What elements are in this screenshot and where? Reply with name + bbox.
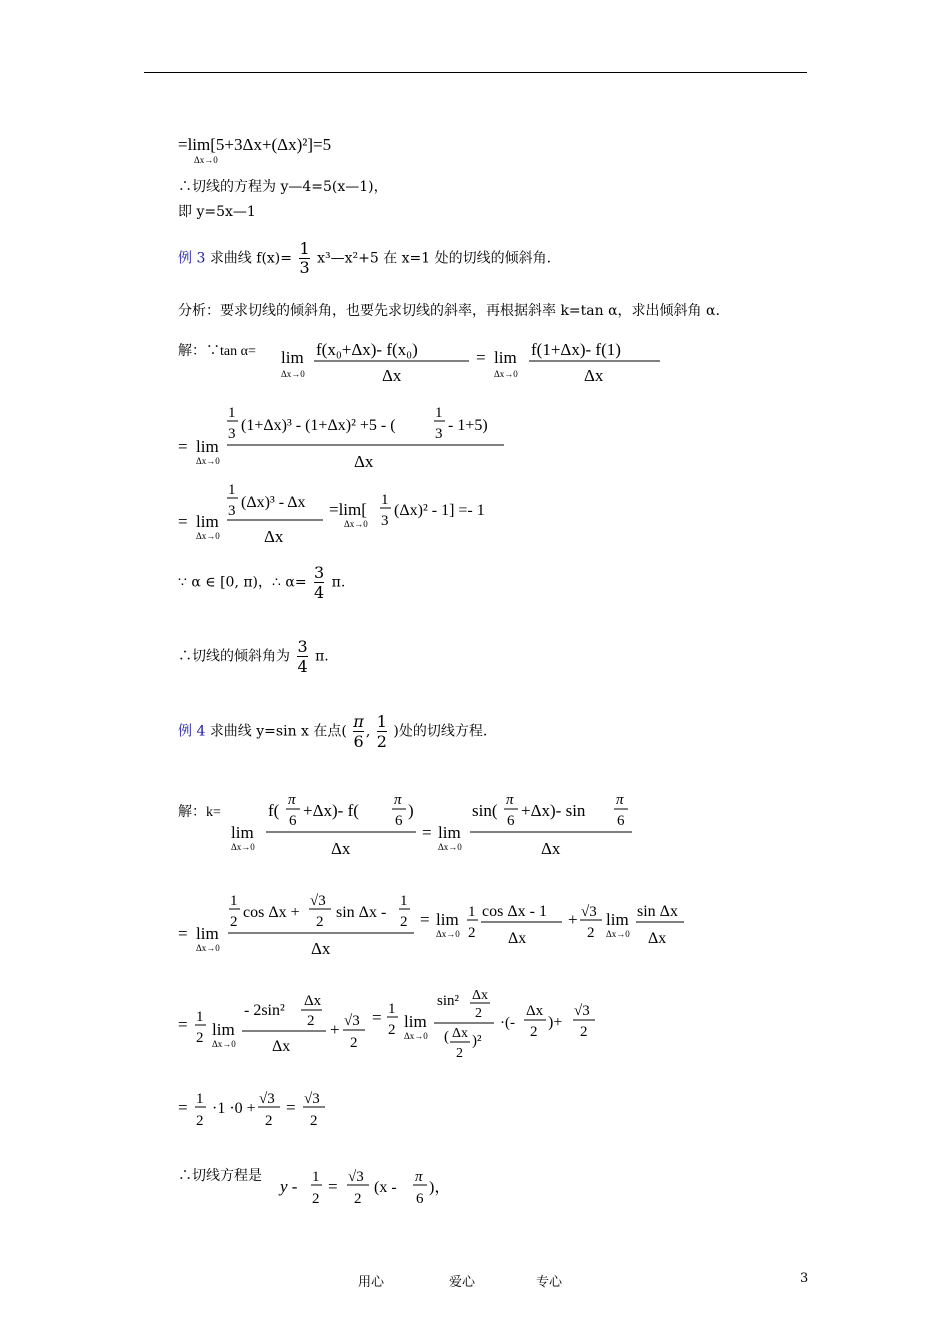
svg-text:3: 3 bbox=[228, 426, 236, 442]
svg-text:Δx→0: Δx→0 bbox=[438, 842, 462, 852]
svg-text:1: 1 bbox=[228, 482, 236, 498]
svg-text:6: 6 bbox=[416, 1191, 424, 1207]
svg-text:2: 2 bbox=[580, 1024, 588, 1040]
svg-text:+Δx)- f(: +Δx)- f( bbox=[303, 801, 359, 820]
svg-text:解：k=: 解：k= bbox=[178, 805, 221, 820]
svg-text:π: π bbox=[616, 792, 624, 808]
svg-text:1: 1 bbox=[228, 405, 236, 421]
svg-text:cos Δx - 1: cos Δx - 1 bbox=[482, 903, 547, 920]
svg-text:Δx→0: Δx→0 bbox=[196, 943, 220, 953]
fraction-one-third: $\frac{1}{3}$ bbox=[299, 239, 310, 277]
tangent-line-simplified: 即 y=5x—1 bbox=[178, 204, 256, 220]
svg-text:√3: √3 bbox=[304, 1091, 320, 1107]
frac-num-2: f(1+Δx)- f(1) bbox=[531, 340, 621, 359]
lim-1: lim bbox=[281, 348, 304, 367]
svg-text:lim: lim bbox=[438, 823, 461, 842]
example3-question-after: x³—x²+5 在 x=1 处的切线的倾斜角. bbox=[317, 250, 552, 267]
svg-text:2: 2 bbox=[587, 925, 595, 941]
svg-text:(x -: (x - bbox=[374, 1179, 397, 1196]
svg-text:2: 2 bbox=[400, 914, 408, 930]
footer-left: 用心 bbox=[358, 1275, 385, 1290]
svg-text:Δx→0: Δx→0 bbox=[231, 842, 255, 852]
svg-text:sin²: sin² bbox=[437, 993, 460, 1009]
lim-2-sub: Δx→0 bbox=[494, 369, 518, 379]
svg-text:√3: √3 bbox=[344, 1013, 360, 1029]
svg-text:+: + bbox=[568, 910, 578, 929]
example4-solution-step1 bbox=[176, 788, 656, 858]
svg-text:1: 1 bbox=[400, 893, 408, 909]
svg-text:Δx: Δx bbox=[508, 930, 527, 947]
header-rule bbox=[144, 72, 807, 73]
svg-text:·(-: ·(- bbox=[500, 1015, 515, 1031]
svg-text:Δx: Δx bbox=[272, 1038, 291, 1055]
svg-text:2: 2 bbox=[350, 1035, 358, 1051]
svg-text:f(: f( bbox=[268, 801, 280, 820]
svg-text:): ) bbox=[408, 801, 414, 820]
svg-text:·1 ·0 +: ·1 ·0 + bbox=[212, 1100, 256, 1117]
svg-text:1: 1 bbox=[388, 1001, 396, 1017]
svg-text:6: 6 bbox=[617, 813, 625, 829]
svg-text:Δx→0: Δx→0 bbox=[436, 929, 460, 939]
svg-text:1: 1 bbox=[196, 1009, 204, 1025]
svg-text:sin Δx -: sin Δx - bbox=[336, 904, 387, 921]
svg-text:1: 1 bbox=[196, 1091, 204, 1107]
svg-text:Δx: Δx bbox=[526, 1003, 544, 1019]
example3-solution-step3 bbox=[176, 477, 536, 552]
svg-text:sin Δx: sin Δx bbox=[637, 903, 678, 920]
svg-text:- 2sin²: - 2sin² bbox=[244, 1002, 285, 1019]
svg-text:3: 3 bbox=[381, 513, 389, 529]
svg-text:Δx→0: Δx→0 bbox=[404, 1031, 428, 1041]
svg-text:Δx: Δx bbox=[264, 527, 284, 546]
svg-text:2: 2 bbox=[316, 914, 324, 930]
example3-analysis: 分析：要求切线的倾斜角，也要先求切线的斜率，再根据斜率 k=tan α，求出倾斜角 α. bbox=[178, 303, 720, 319]
svg-text:Δx→0: Δx→0 bbox=[196, 531, 220, 541]
svg-text:Δx: Δx bbox=[311, 939, 331, 958]
svg-text:=: = bbox=[372, 1008, 382, 1027]
svg-text:- 1+5): - 1+5) bbox=[448, 417, 488, 434]
svg-text:6: 6 bbox=[395, 813, 403, 829]
svg-text:=: = bbox=[328, 1177, 338, 1196]
limit-expression: =lim[5+3Δx+(Δx)²]=5 bbox=[178, 135, 332, 154]
svg-text:π: π bbox=[415, 1169, 423, 1185]
example4-final-equation bbox=[176, 1152, 476, 1212]
svg-text:Δx→0: Δx→0 bbox=[212, 1039, 236, 1049]
svg-text:=: = bbox=[422, 823, 432, 842]
svg-text:2: 2 bbox=[388, 1022, 396, 1038]
svg-text:y -: y - bbox=[280, 1177, 298, 1196]
svg-text:=: = bbox=[178, 1015, 188, 1034]
example3-conclusion: ∴切线的倾斜角为 $\frac{3}{4}$ π. bbox=[178, 637, 329, 676]
svg-text:∴切线方程是: ∴切线方程是 bbox=[178, 1169, 262, 1184]
svg-text:Δx: Δx bbox=[452, 1026, 469, 1041]
svg-text:π: π bbox=[288, 792, 296, 808]
svg-text:(1+Δx)³ - (1+Δx)² +5 - (: (1+Δx)³ - (1+Δx)² +5 - ( bbox=[241, 417, 396, 434]
example3-label: 例 3 bbox=[178, 250, 206, 267]
svg-text:1: 1 bbox=[468, 904, 476, 920]
svg-text:π: π bbox=[506, 792, 514, 808]
svg-text:(Δx)³ - Δx: (Δx)³ - Δx bbox=[241, 494, 306, 511]
svg-text:lim: lim bbox=[231, 823, 254, 842]
svg-text:Δx→0: Δx→0 bbox=[196, 456, 220, 466]
alpha-range-line: ∵ α ∈ [0, π)，∴ α= $\frac{3}{4}$ π. bbox=[178, 563, 346, 602]
example3-question-before: 求曲线 f(x)= bbox=[209, 250, 292, 267]
equation-limit-5 bbox=[176, 130, 436, 170]
frac-num-1: f(x₀+Δx)- f(x₀) bbox=[316, 340, 418, 359]
fraction-pi-over-6: $\frac{\pi}{6}$ bbox=[353, 712, 364, 751]
svg-text:2: 2 bbox=[530, 1024, 538, 1040]
svg-text:(Δx)² - 1] =- 1: (Δx)² - 1] =- 1 bbox=[394, 502, 485, 519]
svg-text:2: 2 bbox=[310, 1113, 318, 1129]
svg-text:lim: lim bbox=[404, 1012, 427, 1031]
svg-text:2: 2 bbox=[196, 1030, 204, 1046]
example4-question: 例 4 求曲线 y=sin x 在点( $\frac{\pi}{6}$ , $\frac{1}{2}$ )处的切线方程. bbox=[178, 712, 488, 751]
example3-solution-step1 bbox=[176, 335, 696, 395]
svg-text:+: + bbox=[330, 1020, 340, 1039]
svg-text:1: 1 bbox=[381, 492, 389, 508]
solution-prefix: 解：∵tan α= bbox=[178, 344, 256, 359]
footer-middle: 爱心 bbox=[449, 1275, 476, 1290]
lim-2: lim bbox=[494, 348, 517, 367]
limit-subscript: Δx→0 bbox=[194, 155, 218, 165]
example3-question bbox=[178, 240, 551, 277]
svg-text:6: 6 bbox=[507, 813, 515, 829]
svg-text:lim: lim bbox=[196, 924, 219, 943]
svg-text:=: = bbox=[178, 924, 188, 943]
svg-text:=: = bbox=[178, 437, 188, 456]
svg-text:2: 2 bbox=[468, 925, 476, 941]
example4-solution-step2 bbox=[176, 883, 696, 958]
svg-text:2: 2 bbox=[354, 1191, 362, 1207]
svg-text:Δx: Δx bbox=[541, 839, 561, 858]
svg-text:+Δx)- sin: +Δx)- sin bbox=[521, 801, 586, 820]
svg-text:)，: )， bbox=[429, 1179, 451, 1196]
svg-text:√3: √3 bbox=[310, 893, 326, 909]
example3-solution-step2 bbox=[176, 400, 536, 475]
svg-text:=: = bbox=[420, 910, 430, 929]
svg-text:1: 1 bbox=[230, 893, 238, 909]
svg-text:cos Δx +: cos Δx + bbox=[243, 904, 300, 921]
svg-text:√3: √3 bbox=[574, 1003, 590, 1019]
svg-text:lim: lim bbox=[196, 437, 219, 456]
svg-text:)²: )² bbox=[472, 1033, 482, 1049]
footer-right: 专心 bbox=[536, 1275, 563, 1290]
svg-text:2: 2 bbox=[265, 1113, 273, 1129]
svg-text:1: 1 bbox=[435, 405, 443, 421]
lim-1-sub: Δx→0 bbox=[281, 369, 305, 379]
svg-text:Δx: Δx bbox=[331, 839, 351, 858]
svg-text:3: 3 bbox=[228, 503, 236, 519]
svg-text:Δx: Δx bbox=[648, 930, 667, 947]
svg-text:√3: √3 bbox=[259, 1091, 275, 1107]
tangent-line-equation: ∴切线的方程为 y—4=5(x—1)， bbox=[178, 179, 388, 195]
frac-den-2: Δx bbox=[584, 366, 604, 385]
svg-text:Δx: Δx bbox=[304, 993, 322, 1009]
example4-label: 例 4 bbox=[178, 723, 206, 740]
fraction-three-quarters-2: $\frac{3}{4}$ bbox=[297, 637, 308, 676]
frac-den-1: Δx bbox=[382, 366, 402, 385]
svg-text:2: 2 bbox=[312, 1191, 320, 1207]
svg-text:lim: lim bbox=[606, 910, 629, 929]
svg-text:)+: )+ bbox=[548, 1014, 563, 1031]
svg-text:1: 1 bbox=[312, 1169, 320, 1185]
svg-text:lim: lim bbox=[196, 512, 219, 531]
equals-1: = bbox=[476, 348, 486, 367]
fraction-one-half: $\frac{1}{2}$ bbox=[376, 712, 387, 751]
svg-text:2: 2 bbox=[456, 1046, 463, 1061]
svg-text:Δx→0: Δx→0 bbox=[606, 929, 630, 939]
svg-text:lim: lim bbox=[436, 910, 459, 929]
svg-text:(: ( bbox=[444, 1029, 449, 1045]
svg-text:Δx: Δx bbox=[354, 452, 374, 471]
fraction-three-quarters: $\frac{3}{4}$ bbox=[314, 563, 325, 602]
svg-text:√3: √3 bbox=[581, 904, 597, 920]
svg-text:2: 2 bbox=[196, 1113, 204, 1129]
svg-text:=: = bbox=[286, 1098, 296, 1117]
svg-text:π: π bbox=[394, 792, 402, 808]
svg-text:=lim[: =lim[ bbox=[329, 500, 367, 519]
svg-text:3: 3 bbox=[435, 426, 443, 442]
svg-text:=: = bbox=[178, 1098, 188, 1117]
svg-text:Δx: Δx bbox=[472, 988, 489, 1003]
page-number: 3 bbox=[800, 1271, 809, 1286]
svg-text:=: = bbox=[178, 512, 188, 531]
svg-text:Δx→0: Δx→0 bbox=[344, 519, 368, 529]
svg-text:2: 2 bbox=[475, 1006, 482, 1021]
svg-text:2: 2 bbox=[230, 914, 238, 930]
svg-text:sin(: sin( bbox=[472, 801, 498, 820]
svg-text:lim: lim bbox=[212, 1020, 235, 1039]
svg-text:√3: √3 bbox=[348, 1169, 364, 1185]
example4-solution-step3 bbox=[176, 983, 616, 1073]
example4-solution-step4 bbox=[176, 1083, 376, 1138]
svg-text:6: 6 bbox=[289, 813, 297, 829]
svg-text:2: 2 bbox=[307, 1013, 315, 1029]
